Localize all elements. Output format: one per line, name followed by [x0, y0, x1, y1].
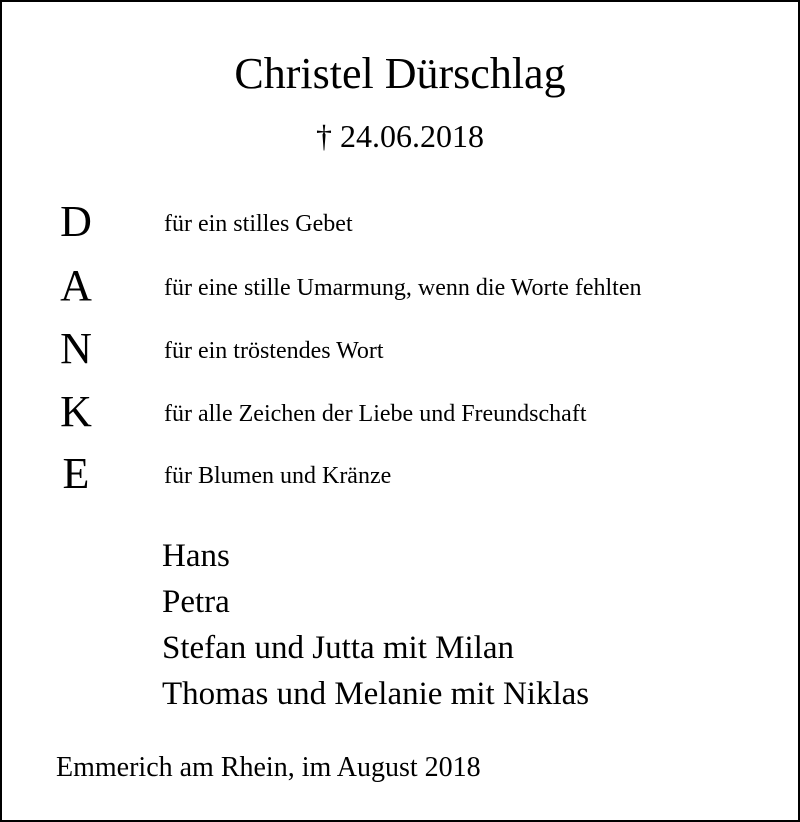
thanks-line: für alle Zeichen der Liebe und Freundschaft [164, 401, 587, 427]
thanks-row-a [2, 261, 798, 321]
thanks-row-k [2, 387, 798, 447]
thanks-row-n [2, 324, 798, 384]
family-member: Stefan und Jutta mit Milan [162, 630, 514, 666]
thanks-row-e [2, 449, 798, 509]
family-member: Petra [162, 584, 230, 620]
acrostic-letter: D [60, 197, 92, 246]
acrostic-letter: E [62, 449, 90, 498]
thanks-line: für eine stille Umarmung, wenn die Worte fehlten [164, 275, 642, 301]
family-member: Hans [162, 538, 230, 574]
thanks-row-d [2, 197, 798, 257]
acrostic-letter: K [60, 387, 92, 436]
acrostic-letter: A [60, 261, 92, 310]
thanks-line: für ein tröstendes Wort [164, 338, 384, 364]
family-member: Thomas und Melanie mit Niklas [162, 676, 590, 712]
deceased-name: Christel Dürschlag [234, 49, 566, 98]
acrostic-letter: N [60, 324, 92, 373]
thanks-line: für ein stilles Gebet [164, 211, 353, 237]
place-and-date: Emmerich am Rhein, im August 2018 [56, 752, 481, 783]
thanks-line: für Blumen und Kränze [164, 463, 392, 489]
death-date: † 24.06.2018 [316, 118, 484, 154]
